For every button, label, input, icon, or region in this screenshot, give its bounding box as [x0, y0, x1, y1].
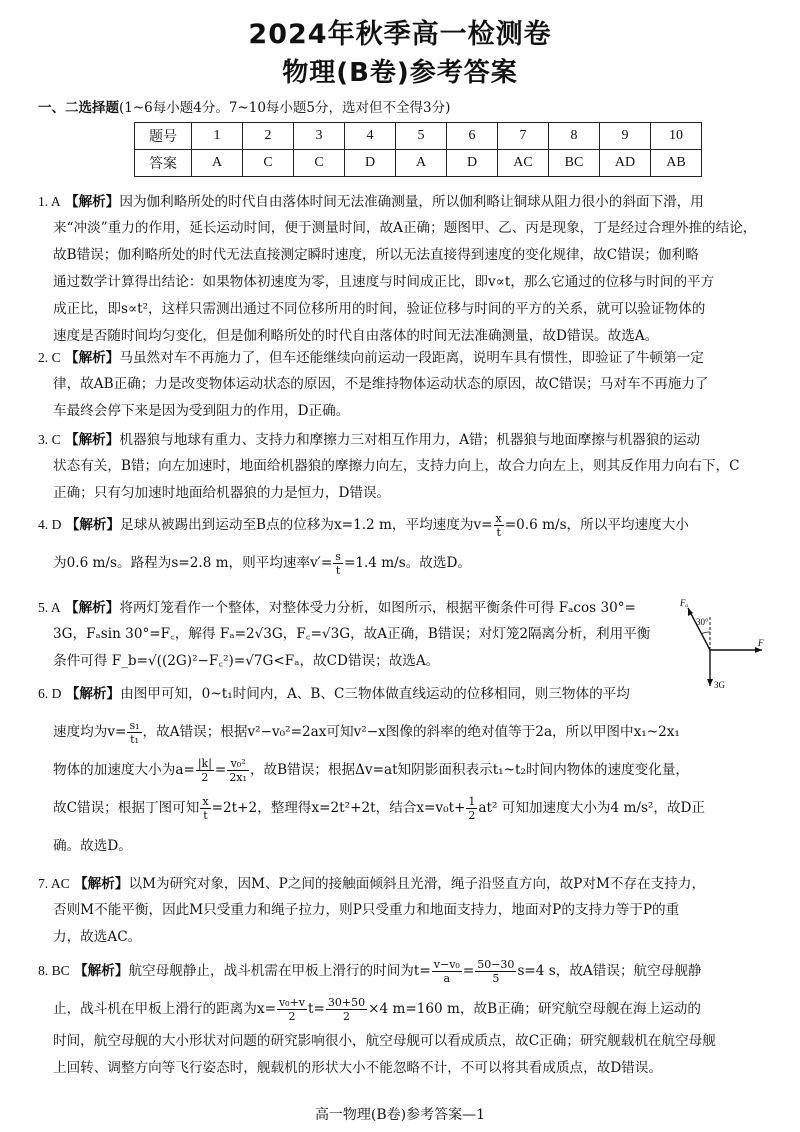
- force-fa-arrow: [688, 608, 710, 650]
- analysis-tag: 【解析】: [65, 194, 120, 210]
- explanation-line: 条件可得 F_b=√((2G)²−F꜀²)=√7G<Fₐ，故CD错误；故选A。: [53, 653, 440, 669]
- explanation-line: 上回转、调整方向等飞行姿态时，舰载机的形状大小不能忽略不计，不可以将其看成质点，故D错误。: [53, 1060, 663, 1076]
- explanation-text: =1.4 m/s。故选D。: [343, 555, 471, 571]
- denominator: 2x₁: [229, 771, 247, 784]
- question-2-explanation: [38, 344, 768, 425]
- table-cell: 5: [396, 123, 447, 150]
- explanation-line: 律，故AB正确；力是改变物体运动状态的原因，不是维持物体运动状态的原因，故C错误；马对车不再施力了: [53, 376, 709, 392]
- explanation-text: =: [214, 762, 227, 778]
- table-cell: D: [447, 150, 498, 177]
- table-cell: D: [345, 150, 396, 177]
- explanation-line: 机器狼与地球有重力、支持力和摩擦力三对相互作用力，A错；机器狼与地面摩擦与机器狼的运动: [119, 432, 701, 448]
- numerator: v₀²: [227, 757, 249, 771]
- table-cell: 8: [549, 123, 600, 150]
- explanation-text: s=4 s，故A错误；航空母舰静: [517, 963, 702, 979]
- table-cell: 4: [345, 123, 396, 150]
- denominator: 2: [288, 1010, 296, 1023]
- denominator: 2: [201, 771, 209, 784]
- table-row-numbers: [135, 123, 702, 150]
- table-cell: 1: [192, 123, 243, 150]
- explanation-line: 否则M不能平衡，因此M只受重力和绳子拉力，则P只受重力和地面支持力，地面对P的支持力等于P的重: [53, 902, 680, 918]
- denominator: 2: [468, 809, 476, 822]
- explanation-text: 物体的加速度大小为a=: [53, 762, 195, 778]
- label-angle: 30°: [696, 617, 709, 627]
- question-number: 1. A: [38, 194, 61, 209]
- numerator: s₁: [129, 719, 140, 732]
- denominator: a: [443, 972, 451, 985]
- fraction: [326, 996, 367, 1023]
- question-4-explanation: [38, 506, 768, 582]
- explanation-line: 通过数学计算得出结论：如果物体初速度为零，且速度与时间成正比，即v∝t，那么它通过的位移与时间的平方: [53, 274, 715, 290]
- fraction: [494, 512, 504, 539]
- table-cell: 10: [651, 123, 702, 150]
- explanation-text: 止，战斗机在甲板上滑行的距离为x=: [53, 1001, 276, 1017]
- explanation-line: 状态有关，B错；向左加速时，地面给机器狼的摩擦力向左，支持力向上，故合力向左上，则其反作用力向右下，C: [53, 458, 740, 474]
- exam-subtitle: 物理(B卷)参考答案: [282, 58, 518, 88]
- explanation-text: 速度均为v=: [53, 724, 127, 740]
- fraction: [277, 996, 307, 1023]
- fraction: [466, 795, 477, 822]
- question-1-explanation: [38, 188, 768, 350]
- explanation-text: ×4 m=160 m，故B正确；研究航空母舰在海上运动的: [368, 1001, 701, 1017]
- explanation-line: 以M为研究对象，因M、P之间的接触面倾斜且光滑，绳子沿竖直方向，故P对M不存在支持力，: [128, 876, 706, 892]
- question-7-explanation: [38, 870, 768, 951]
- numerator: 1: [468, 795, 476, 808]
- explanation-line: 力，故选AC。: [53, 929, 142, 945]
- explanation-text: ，故A错误；根据v²−v₀²=2ax可知v²−x图像的斜率的绝对值等于2a，所以甲图中x₁~2x₁: [142, 724, 680, 740]
- denominator: t₁: [130, 733, 139, 746]
- question-number: 6. D: [38, 686, 62, 701]
- question-number: 2. C: [38, 350, 61, 365]
- fraction: [200, 795, 210, 822]
- numerator: v−v₀: [433, 958, 460, 971]
- fraction: [127, 719, 141, 746]
- explanation-text: 故C错误；根据丁图可知: [53, 800, 200, 816]
- numerator: v₀+v: [278, 996, 306, 1009]
- denominator: t: [335, 564, 341, 577]
- numerator: s: [335, 550, 341, 563]
- label-3g: 3G: [714, 680, 725, 688]
- analysis-tag: 【解析】: [65, 517, 121, 533]
- explanation-line: 因为伽利略所处的时代自由落体时间无法准确测量，所以伽利略让铜球从阻力很小的斜面下滑，用: [119, 194, 704, 210]
- question-5-explanation: [38, 594, 678, 675]
- explanation-text: t=: [308, 1001, 325, 1017]
- explanation-text: 由图甲可知，0~t₁时间内，A、B、C三物体做直线运动的位移相同，则三物体的平均: [120, 686, 630, 702]
- section-heading: [38, 96, 450, 116]
- answer-table: [134, 122, 702, 177]
- explanation-text: 足球从被踢出到运动至B点的位移为x=1.2 m，平均速度为v=: [120, 517, 493, 533]
- explanation-line: 时间，航空母舰的大小形状对问题的研究影响很小，航空母舰可以看成质点，故C正确；研究舰载机在航空母舰: [53, 1033, 716, 1049]
- explanation-text: 航空母舰静止，战斗机需在甲板上滑行的时间为t=: [128, 963, 431, 979]
- fraction: [196, 757, 214, 784]
- question-number: 7. AC: [38, 876, 70, 891]
- denominator: t: [496, 526, 501, 539]
- question-number: 8. BC: [38, 963, 70, 978]
- denominator: 2: [343, 1010, 350, 1023]
- analysis-tag: 【解析】: [65, 432, 120, 448]
- numerator: 50−30: [477, 958, 515, 971]
- fraction: [333, 550, 343, 577]
- table-header-number: 题号: [135, 123, 192, 150]
- question-6-explanation: [38, 675, 768, 865]
- numerator: x: [495, 512, 502, 525]
- table-cell: AB: [651, 150, 702, 177]
- table-cell: 7: [498, 123, 549, 150]
- angle-arc: [701, 632, 710, 634]
- fraction: [432, 958, 462, 985]
- table-cell: 6: [447, 123, 498, 150]
- numerator: 30+50: [327, 996, 366, 1009]
- explanation-line: 速度是否随时间均匀变化，但是伽利略所处的时代自由落体的时间无法准确测量，故D错误。故选A。: [53, 328, 659, 344]
- label-fa: Fₐ: [680, 598, 689, 608]
- denominator: 5: [492, 972, 500, 985]
- explanation-line: 故B错误；伽利略所处的时代无法直接测定瞬时速度，所以无法直接得到速度的变化规律，故C错误；伽利略: [53, 247, 699, 263]
- question-number: 4. D: [38, 517, 62, 532]
- exam-title: 2024年秋季高一检测卷: [248, 19, 552, 50]
- question-number: 3. C: [38, 432, 61, 447]
- explanation-line: 将两灯笼看作一个整体，对整体受力分析，如图所示，根据平衡条件可得 Fₐcos 30°=: [119, 600, 636, 616]
- numerator: x: [202, 795, 209, 808]
- explanation-text: =2t+2，整理得x=2t²+2t，结合x=v₀t+: [211, 800, 466, 816]
- table-cell: BC: [549, 150, 600, 177]
- explanation-line: 3G，Fₐsin 30°=F꜀，解得 Fₐ=2√3G，F꜀=√3G，故A正确，B错误；对灯笼2隔离分析，利用平衡: [53, 626, 651, 642]
- table-cell: 9: [600, 123, 651, 150]
- numerator: |k|: [197, 757, 212, 770]
- table-cell: C: [243, 150, 294, 177]
- explanation-line: 车最终会停下来是因为受到阻力的作用，D正确。: [53, 403, 350, 419]
- explanation-line: 确。故选D。: [53, 838, 132, 854]
- question-8-explanation: [38, 952, 768, 1082]
- table-cell: A: [396, 150, 447, 177]
- explanation-text: =0.6 m/s，所以平均速度大小: [504, 517, 689, 533]
- analysis-tag: 【解析】: [65, 600, 120, 616]
- section-label: 一、二选择题: [38, 100, 119, 116]
- table-header-answer: 答案: [135, 150, 192, 177]
- page-footer: 高一物理(B卷)参考答案—1: [314, 1107, 486, 1123]
- denominator: t: [203, 809, 208, 822]
- label-f: F: [758, 638, 764, 648]
- table-cell: C: [294, 150, 345, 177]
- analysis-tag: 【解析】: [65, 686, 121, 702]
- explanation-line: 成正比，即s∝t²，这样只需测出通过不同位移所用的时间，验证位移与时间的平方的关系，就可以验证物体的: [53, 301, 706, 317]
- fraction: [227, 757, 249, 784]
- table-row-answers: [135, 150, 702, 177]
- explanation-line: 正确；只有匀加速时地面给机器狼的力是恒力，D错误。: [53, 485, 391, 501]
- table-cell: 3: [294, 123, 345, 150]
- table-cell: AD: [600, 150, 651, 177]
- analysis-tag: 【解析】: [65, 350, 120, 366]
- question-3-explanation: [38, 426, 768, 507]
- explanation-text: at² 可知加速度大小为4 m/s²，故D正: [478, 800, 706, 816]
- question-number: 5. A: [38, 600, 61, 615]
- analysis-tag: 【解析】: [74, 963, 129, 979]
- fraction: [475, 958, 516, 985]
- section-note: (1~6每小题4分。7~10每小题5分，选对但不全得3分): [119, 100, 451, 116]
- explanation-text: =: [462, 963, 475, 979]
- analysis-tag: 【解析】: [74, 876, 129, 892]
- explanation-line: 来“冲淡”重力的作用，延长运动时间，便于测量时间，故A正确；题图甲、乙、丙是现象，丁是经过合理外推的结论，: [53, 220, 757, 236]
- explanation-text: ，故B错误；根据Δv=at知阴影面积表示t₁~t₂时间内物体的速度变化量，: [249, 762, 690, 778]
- table-cell: 2: [243, 123, 294, 150]
- table-cell: AC: [498, 150, 549, 177]
- table-cell: A: [192, 150, 243, 177]
- explanation-line: 马虽然对车不再施力了，但车还能继续向前运动一段距离，说明车具有惯性，即验证了牛顿第一定: [119, 350, 704, 366]
- explanation-text: 为0.6 m/s。路程为s=2.8 m，则平均速率v′=: [53, 555, 333, 571]
